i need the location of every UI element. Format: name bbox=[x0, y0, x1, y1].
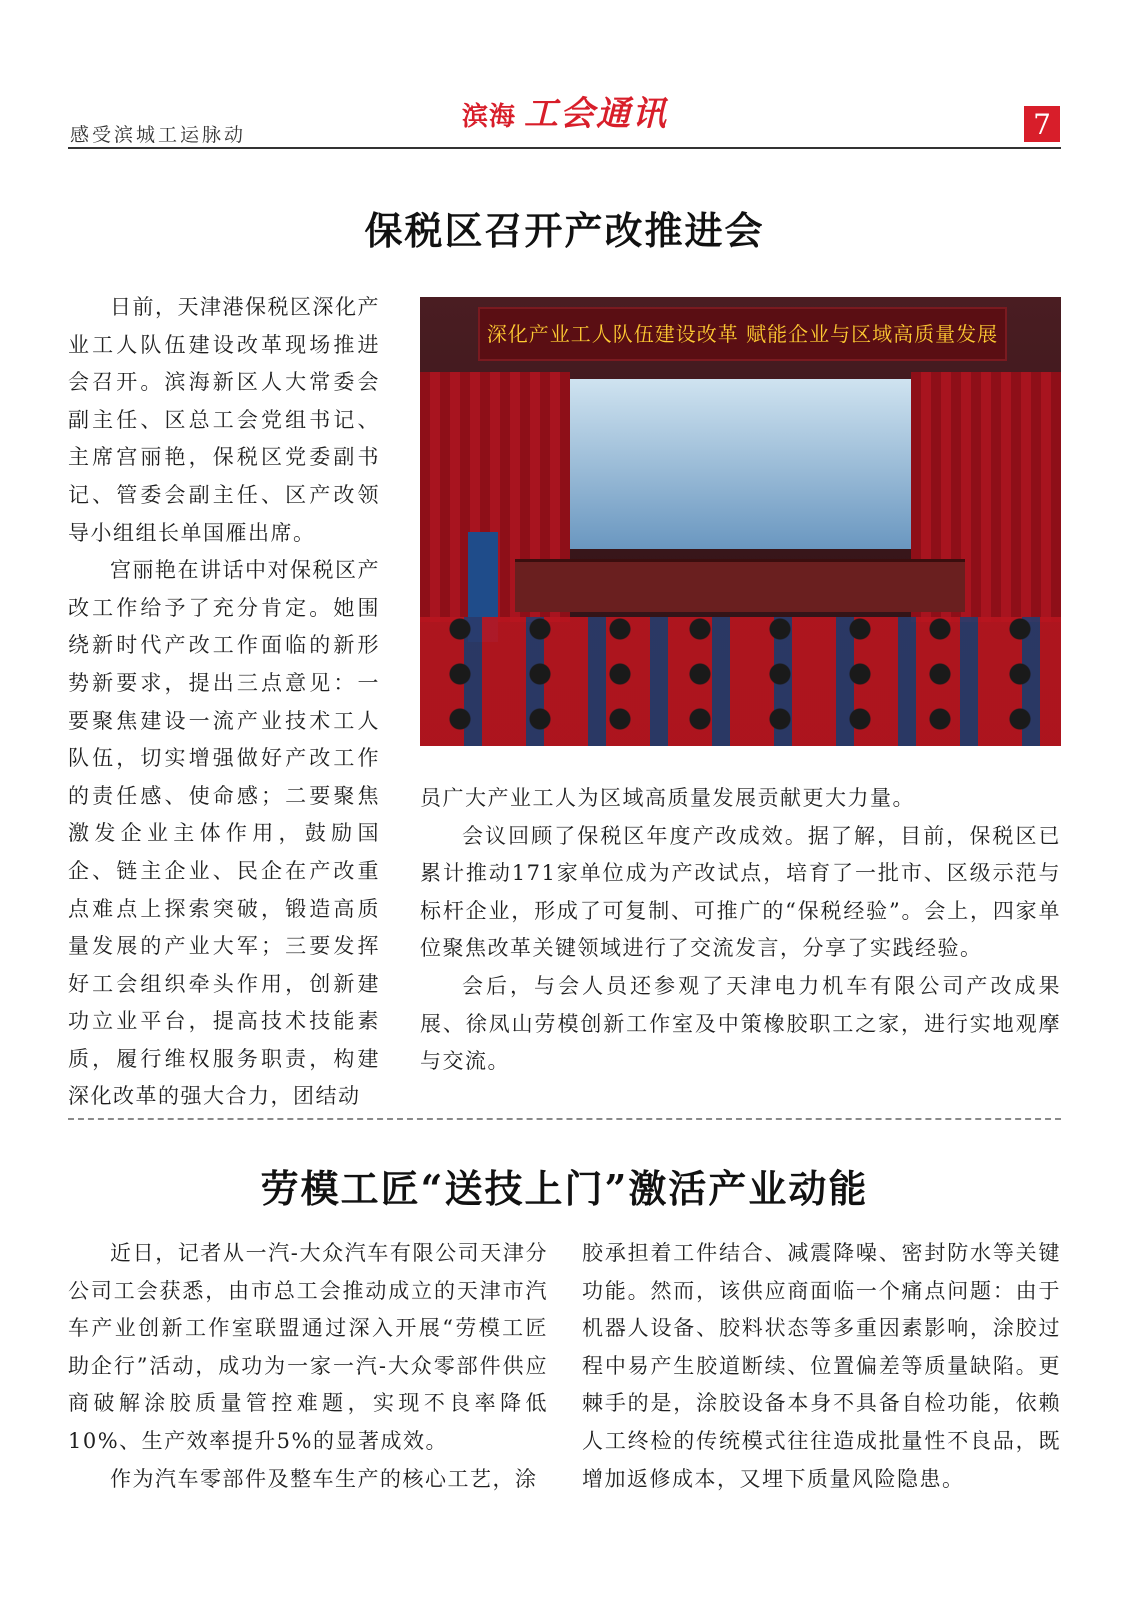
article2-column-right bbox=[582, 1235, 1061, 1498]
photo-audience bbox=[420, 607, 1061, 746]
section-label: 感受滨城工运脉动 bbox=[70, 124, 247, 146]
photo-projection-screen bbox=[570, 379, 911, 549]
masthead-part-b: 工会通讯 bbox=[524, 94, 669, 134]
paragraph: 作为汽车零部件及整车生产的核心工艺，涂 bbox=[110, 1466, 538, 1491]
paragraph-continued: 胶承担着工件结合、减震降噪、密封防水等关键功能。然而，该供应商面临一个痛点问题：由于机器人设备、胶料状态等多重因素影响，涂胶过程中易产生胶道断续、位置偏差等质量缺陷。更棘手的是，涂胶设备本身不具备自检功能，依赖人工终检的传统模式往往造成批量性不良品，既增加返修成本，又埋下质量风险隐患。 bbox=[582, 1241, 1061, 1491]
paragraph: 近日，记者从一汽-大众汽车有限公司天津分公司工会获悉，由市总工会推动成立的天津市汽车产业创新工作室联盟通过深入开展“劳模工匠助企行”活动，成功为一家一汽-大众零部件供应商破解涂胶质量管控难题，实现不良率降低10%、生产效率提升5%的显著成效。 bbox=[68, 1241, 548, 1453]
article2-title: 劳模工匠“送技上门”激活产业动能 bbox=[260, 1166, 869, 1211]
masthead-logo bbox=[462, 86, 692, 134]
masthead-part-a: 滨海 bbox=[462, 102, 517, 132]
meeting-photo bbox=[420, 297, 1061, 746]
article2-column-left bbox=[68, 1235, 548, 1498]
header-divider bbox=[68, 147, 1061, 149]
photo-banner: 深化产业工人队伍建设改革 赋能企业与区域高质量发展 bbox=[478, 307, 1007, 361]
paragraph-continued: 员广大产业工人为区域高质量发展贡献更大力量。 bbox=[420, 786, 915, 810]
article-divider bbox=[68, 1118, 1061, 1120]
paragraph: 宫丽艳在讲话中对保税区产改工作给予了充分肯定。她围绕新时代产改工作面临的新形势新要求，提出三点意见：一要聚焦建设一流产业技术工人队伍，切实增强做好产改工作的责任感、使命感；二要聚焦激发企业主体作用，鼓励国企、链主企业、民企在产改重点难点上探索突破，锻造高质量发展的产业大军；三要发挥好工会组织牵头作用，创新建功立业平台，提高技术技能素质，履行维权服务职责，构建深化改革的强大合力，团结动 bbox=[68, 558, 380, 1109]
article1-column-left bbox=[68, 289, 380, 1116]
article1-title: 保税区召开产改推进会 bbox=[364, 208, 765, 253]
paragraph: 会后，与会人员还参观了天津电力机车有限公司产改成果展、徐凤山劳模创新工作室及中策橡胶职工之家，进行实地观摩与交流。 bbox=[420, 973, 1061, 1074]
page-number: 7 bbox=[1024, 106, 1060, 142]
article1-column-right bbox=[420, 780, 1061, 1081]
paragraph: 日前，天津港保税区深化产业工人队伍建设改革现场推进会召开。滨海新区人大常委会副主任、区总工会党组书记、主席宫丽艳，保税区党委副书记、管委会副主任、区产改领导小组组长单国雁出席。 bbox=[68, 295, 380, 545]
paragraph: 会议回顾了保税区年度产改成效。据了解，目前，保税区已累计推动171家单位成为产改试点，培育了一批市、区级示范与标杆企业，形成了可复制、可推广的“保税经验”。会上，四家单位聚焦改革关键领域进行了交流发言，分享了实践经验。 bbox=[420, 823, 1061, 961]
photo-podium-table bbox=[515, 559, 965, 612]
